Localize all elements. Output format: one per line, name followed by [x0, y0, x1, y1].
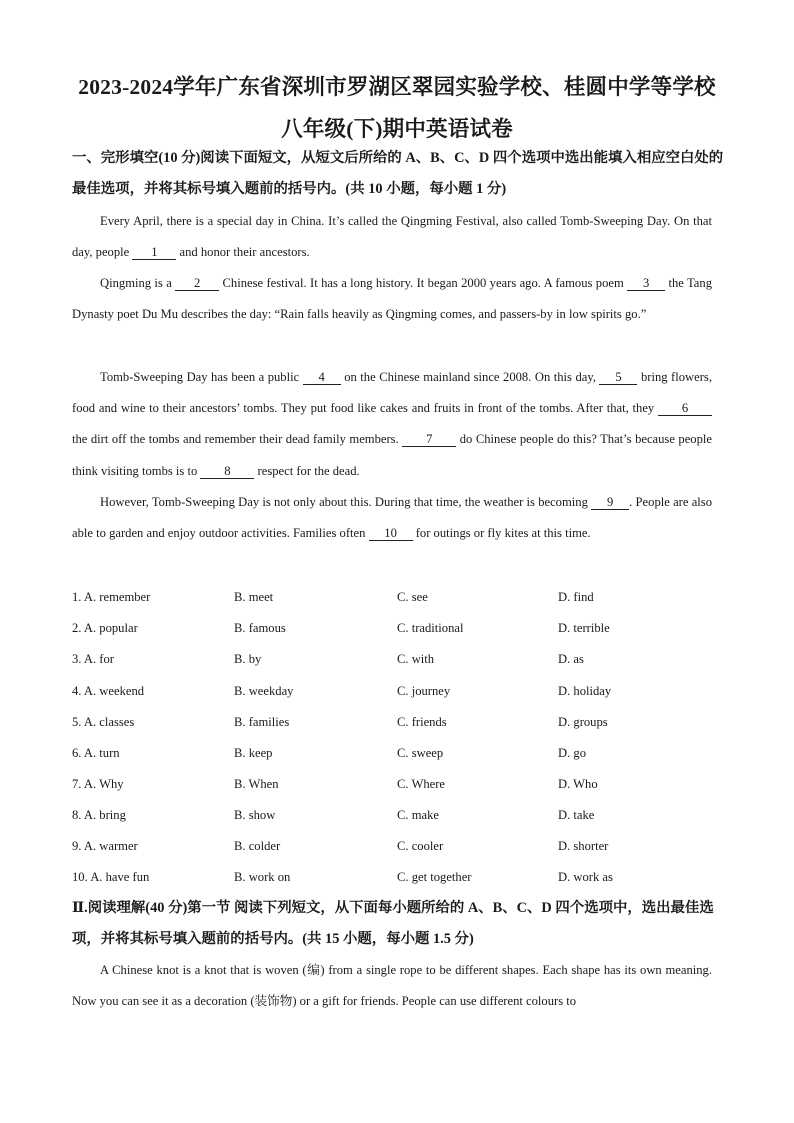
- option-a: 2. A. popular: [72, 621, 138, 635]
- option-d: D. go: [558, 746, 586, 760]
- option-c: C. traditional: [397, 621, 464, 635]
- option-a: 3. A. for: [72, 652, 114, 666]
- option-b: B. families: [234, 715, 290, 729]
- passage2-paragraph1: A Chinese knot is a knot that is woven (编) from a single rope to be different shapes. Each shape has its own meaning. Now you can see it as a decoration (装饰物) or a gift for friends. People can use different colours to: [72, 963, 712, 1009]
- option-b: B. weekday: [234, 684, 294, 698]
- option-d: D. groups: [558, 715, 608, 729]
- passage1-paragraph3: Tomb-Sweeping Day has been a public 4 on the Chinese mainland since 2008. On this day, 5 bring flowers, food and wine to their ancestors’ tombs. They put food like cakes and fruits in front of the tombs. After that, they 6 the dirt off the tombs and remember their dead family members. 7 do Chinese people do this? That’s because people think visiting tombs is to 8 respect for the dead.: [72, 370, 712, 478]
- option-b: B. show: [234, 808, 276, 822]
- section1-heading: 一、完形填空(10 分)阅读下面短文，从短文后所给的 A、B、C、D 四个选项中选出能填入相应空白处的最佳选项，并将其标号填入题前的括号内。(共 10 小题，每小题 1 分): [72, 150, 724, 197]
- option-c: C. cooler: [397, 839, 444, 853]
- option-c: C. get together: [397, 870, 472, 884]
- blank-5: 5: [599, 370, 637, 385]
- option-d: D. find: [558, 590, 594, 604]
- blank-8: 8: [200, 464, 254, 479]
- option-a: 1. A. remember: [72, 590, 151, 604]
- option-b: B. When: [234, 777, 279, 791]
- option-row: [72, 621, 732, 641]
- passage1-paragraph1: Every April, there is a special day in China. It’s called the Qingming Festival, also called Tomb-Sweeping Day. On that day, people 1 and honor their ancestors.: [72, 214, 712, 260]
- option-row: [72, 777, 732, 797]
- option-a: 5. A. classes: [72, 715, 135, 729]
- option-c: C. sweep: [397, 746, 444, 760]
- section2-heading: Ⅱ.阅读理解(40 分)第一节 阅读下列短文，从下面每小题所给的 A、B、C、D 四个选项中，选出最佳选项，并将其标号填入题前的括号内。(共 15 小题，每小题 1.5 分): [72, 900, 714, 947]
- option-c: C. make: [397, 808, 439, 822]
- option-row: [72, 590, 732, 610]
- blank-3: 3: [627, 276, 665, 291]
- option-b: B. meet: [234, 590, 274, 604]
- option-a: 7. A. Why: [72, 777, 124, 791]
- passage1-paragraph2: Qingming is a 2 Chinese festival. It has a long history. It began 2000 years ago. A famous poem 3 the Tang Dynasty poet Du Mu describes the day: “Rain falls heavily as Qingming comes, and passers-by in low spirits go.”: [72, 276, 712, 322]
- blank-2: 2: [175, 276, 219, 291]
- option-a: 9. A. warmer: [72, 839, 138, 853]
- option-c: C. see: [397, 590, 428, 604]
- option-c: C. friends: [397, 715, 447, 729]
- option-d: D. shorter: [558, 839, 609, 853]
- option-b: B. colder: [234, 839, 281, 853]
- option-row: [72, 715, 732, 735]
- option-row: [72, 870, 732, 890]
- blank-10: 10: [369, 526, 413, 541]
- passage1-paragraph4: However, Tomb-Sweeping Day is not only about this. During that time, the weather is becoming 9 . People are also able to garden and enjoy outdoor activities. Families often 10 for outings or fly kites at this time.: [72, 495, 713, 541]
- option-row: [72, 684, 732, 704]
- blank-7: 7: [402, 432, 456, 447]
- option-c: C. with: [397, 652, 435, 666]
- blank-1: 1: [132, 245, 176, 260]
- option-row: [72, 839, 732, 859]
- option-row: [72, 746, 732, 766]
- option-d: D. holiday: [558, 684, 612, 698]
- option-c: C. journey: [397, 684, 451, 698]
- option-b: B. work on: [234, 870, 291, 884]
- option-row: [72, 652, 732, 672]
- option-c: C. Where: [397, 777, 446, 791]
- option-d: D. work as: [558, 870, 613, 884]
- option-d: D. Who: [558, 777, 598, 791]
- option-b: B. by: [234, 652, 262, 666]
- option-d: D. take: [558, 808, 595, 822]
- option-a: 10. A. have fun: [72, 870, 150, 884]
- option-d: D. terrible: [558, 621, 610, 635]
- option-row: [72, 808, 732, 828]
- exam-title-line2: 八年级(下)期中英语试卷: [281, 117, 513, 141]
- blank-9: 9: [591, 495, 629, 510]
- option-b: B. keep: [234, 746, 273, 760]
- option-b: B. famous: [234, 621, 286, 635]
- blank-6: 6: [658, 401, 712, 416]
- option-a: 8. A. bring: [72, 808, 126, 822]
- exam-title-line1: 2023-2024学年广东省深圳市罗湖区翠园实验学校、桂圆中学等学校: [78, 75, 716, 99]
- option-a: 6. A. turn: [72, 746, 120, 760]
- option-d: D. as: [558, 652, 584, 666]
- option-a: 4. A. weekend: [72, 684, 145, 698]
- blank-4: 4: [303, 370, 341, 385]
